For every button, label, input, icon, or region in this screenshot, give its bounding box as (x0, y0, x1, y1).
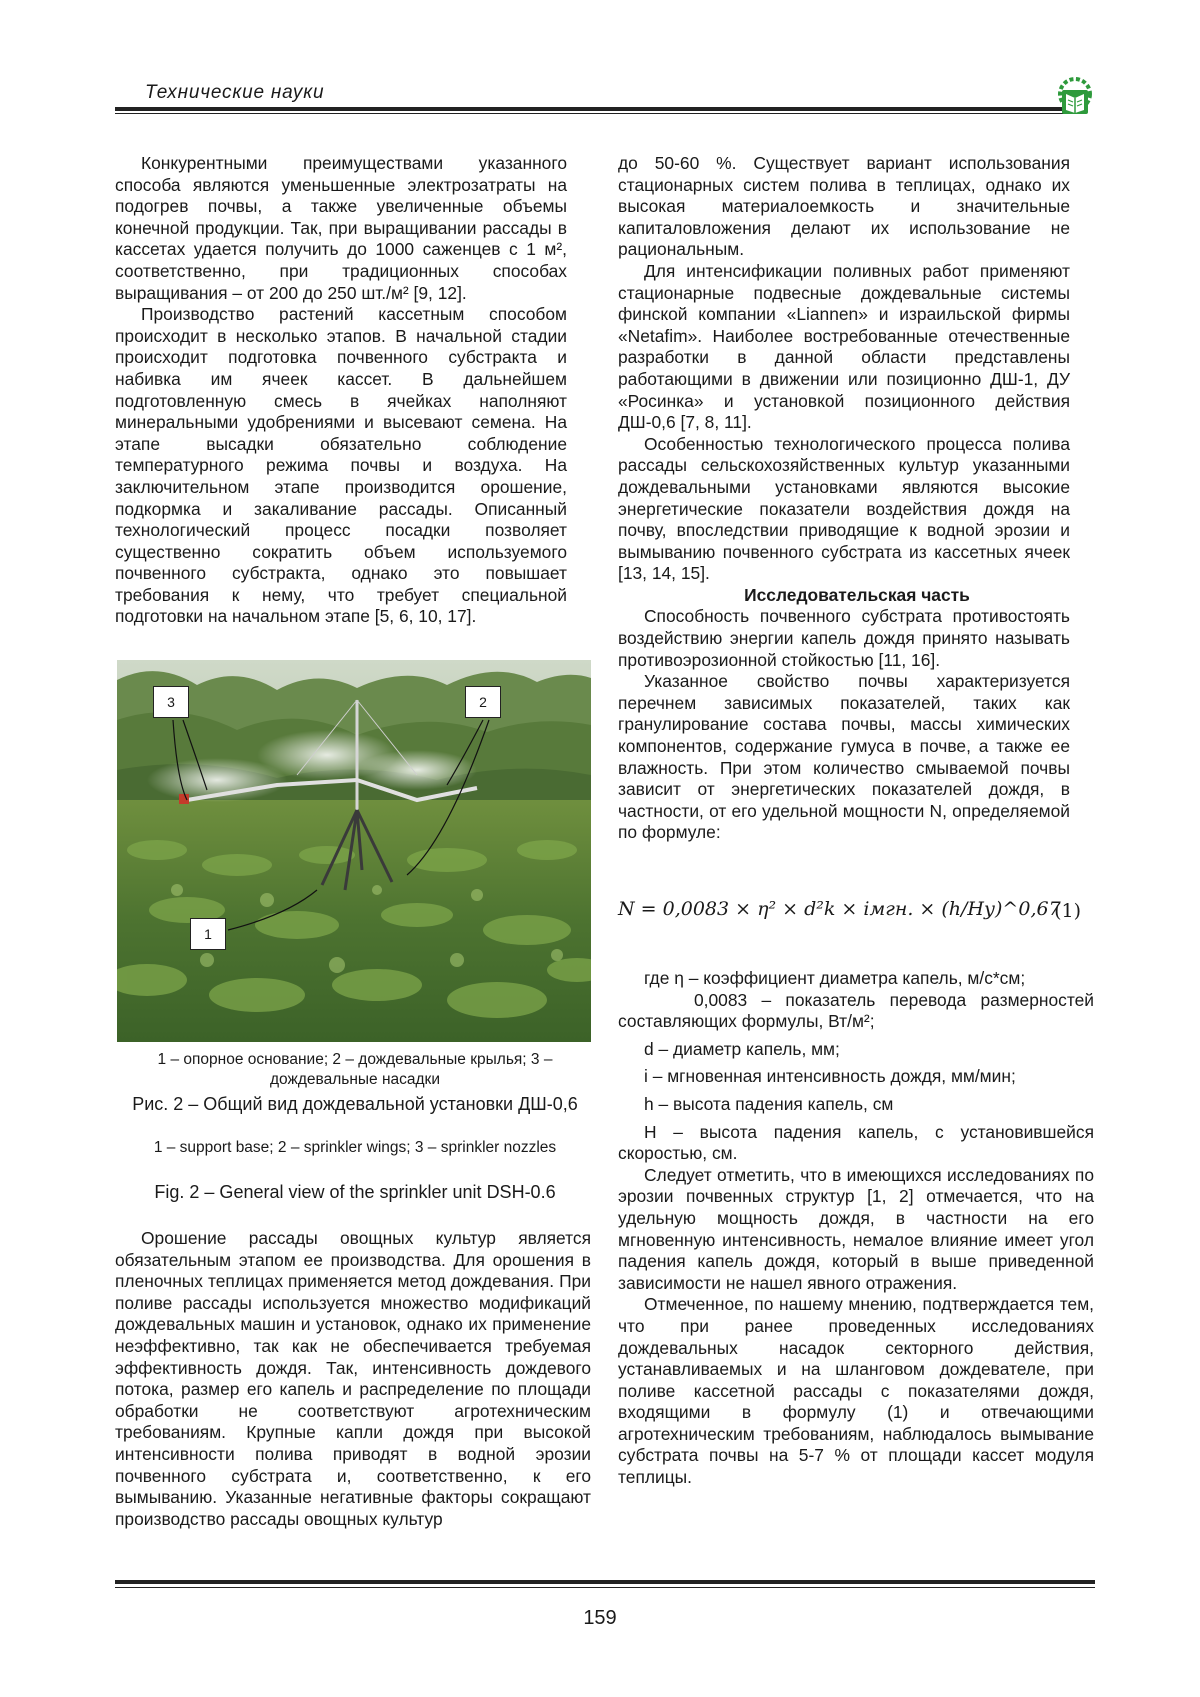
running-header (115, 80, 1095, 120)
formula-expression: N = 0,0083 × η² × d²k × iмгн. × (h/Hу)^0,67 (618, 898, 1061, 920)
journal-section-title: Технические науки (145, 82, 325, 103)
figure-callout-3: 3 (153, 686, 189, 718)
paragraph: Орошение рассады овощных культур является обязательным этапом ее производства. Для орошения в пленочных теплицах применяется метод дождевания. При поливе рассады используется множество модификаций дождевальных машин и установок, однако их применение неэффективно, так как не обеспечивается требуемая эффективность дождя. Так, интенсивность дождевого потока, размер его капель и распределение по площади обработки не соответствуют агротехническим требованиям. Крупные капли дождя при высокой интенсивности полива приводят в водной эрозии почвенного субстрата и, соответственно, к его вымыванию. Указанные негативные факторы сокращают производство рассады овощных культур (115, 1228, 591, 1529)
formula-1 (618, 890, 1093, 936)
figure-title-ru: Рис. 2 – Общий вид дождевальной установки ДШ-0,6 (132, 1094, 578, 1114)
figure-caption-ru: 1 – опорное основание; 2 – дождевальные крылья; 3 – дождевальные насадки (157, 1051, 553, 1088)
variable-definition: 0,0083 – показатель перевода размерностей составляющих формулы, Вт/м²; (618, 989, 1094, 1032)
variable-definition: h – высота падения капель, см (644, 1093, 894, 1114)
paragraph: Следует отметить, что в имеющихся исследованиях по эрозии почвенных структур [1, 2] отмечается, что на удельную мощность дождя, в частности на его мгновенную интенсивность, немалое влияние имеет угол падения капель дождя, который в выше приведенной зависимости не нашел явного отражения. (618, 1164, 1094, 1293)
paragraph: Для интенсификации поливных работ применяют стационарные подвесные дождевальные системы финской компании «Liannen» и израильской фирмы «Netafim». Наиболее востребованные отечественные разработки в данной области представлены работающими в движении или позиционно ДШ-1, ДУ «Росинка» и установкой позиционного действия ДШ-0,6 [7, 8, 11]. (618, 260, 1070, 433)
right-column-lower (618, 968, 1094, 1489)
variable-definition: i – мгновенная интенсивность дождя, мм/мин; (644, 1066, 1016, 1087)
figure-caption-en: 1 – support base; 2 – sprinkler wings; 3 – sprinkler nozzles (153, 1139, 557, 1156)
paragraph: Указанное свойство почвы характеризуется перечнем зависимых показателей, таких как гранулирование состава почвы, массы химических компонентов, содержание гумуса в почве, а также ее влажность. При этом количество смываемой почвы зависит от энергетических показателей дождя, в частности, от его удельной мощности N, определяемой по формуле: (618, 671, 1070, 843)
left-column-lower (115, 1228, 591, 1530)
paragraph: до 50-60 %. Существует вариант использования стационарных систем полива в теплицах, однако их высокая материалоемкость и значительные капиталовложения делают их использование не рациональным. (618, 153, 1070, 260)
callout-leader-lines (117, 660, 591, 1042)
paragraph: Способность почвенного субстрата противостоять воздействию энергии капель дождя принято называть противоэрозионной стойкостью [11, 16]. (618, 606, 1070, 670)
paragraph: Производство растений кассетным способом происходит в несколько этапов. В начальной стадии происходит подготовка почвенного субстракта и набивка им ячеек кассет. В дальнейшем подготовленную смесь в ячейках наполняют минеральными удобрениями и высевают семена. На этапе высадки обязательно соблюдение температурного режима почвы и воздуха. На заключительном этапе производится орошение, подкормка и закаливание рассады. Описанный технологический процесс посадки позволяет существенно сократить объем используемого почвенного субстракта, однако это повышает требования к нему, что требует специальной подготовки на начальном этапе [5, 6, 10, 17]. (115, 304, 567, 627)
header-rule-thick (115, 107, 1075, 111)
section-heading: Исследовательская часть (744, 584, 970, 605)
paragraph: Отмеченное, по нашему мнению, подтверждается тем, что при ранее проведенных исследованиях дождевальных насадок секторного действия, устанавливаемых и на шланговом дождевателе, при поливе кассетной рассады с показателями дождя, входящими в формулу (1) и отвечающими агротехническим требованиям, наблюдалось вымывание субстрата почвы на 5-7 % от площади кассет модуля теплицы. (618, 1294, 1094, 1488)
page-number: 159 (583, 1607, 617, 1629)
journal-logo-icon (1053, 74, 1097, 118)
footer-rule-thick (115, 1580, 1095, 1584)
sprinkler-photo (117, 660, 591, 1042)
variable-definition: d – диаметр капель, мм; (644, 1038, 840, 1059)
figure-title-en: Fig. 2 – General view of the sprinkler unit DSH-0.6 (154, 1182, 556, 1202)
formula-number: (1) (1054, 900, 1081, 922)
paragraph: Особенностью технологического процесса полива рассады сельскохозяйственных культур указанными дождевальными установками являются высокие энергетические показатели воздействия дождя на почву, впоследствии приводящие к водной эрозии и вымыванию почвенного субстрата из кассетных ячеек [13, 14, 15]. (618, 433, 1070, 584)
figure-callout-1: 1 (190, 918, 226, 950)
footer-rule-thin (115, 1587, 1095, 1588)
paragraph: Конкурентными преимуществами указанного способа являются уменьшенные электрозатраты на подогрев почвы, а также увеличенные объемы конечной продукции. Так, при выращивании рассады в кассетах удается получить до 1000 саженцев с 1 м², соответственно, при традиционных способах выращивания – от 200 до 250 шт./м² [9, 12]. (115, 153, 567, 303)
variable-definition: где η – коэффициент диаметра капель, м/с*см; (644, 968, 1026, 988)
header-rule-thin (115, 113, 1075, 114)
right-column (618, 153, 1070, 844)
figure-callout-2: 2 (465, 686, 501, 718)
left-column (115, 153, 567, 628)
variable-definition: H – высота падения капель, с установившейся скоростью, см. (618, 1121, 1094, 1164)
